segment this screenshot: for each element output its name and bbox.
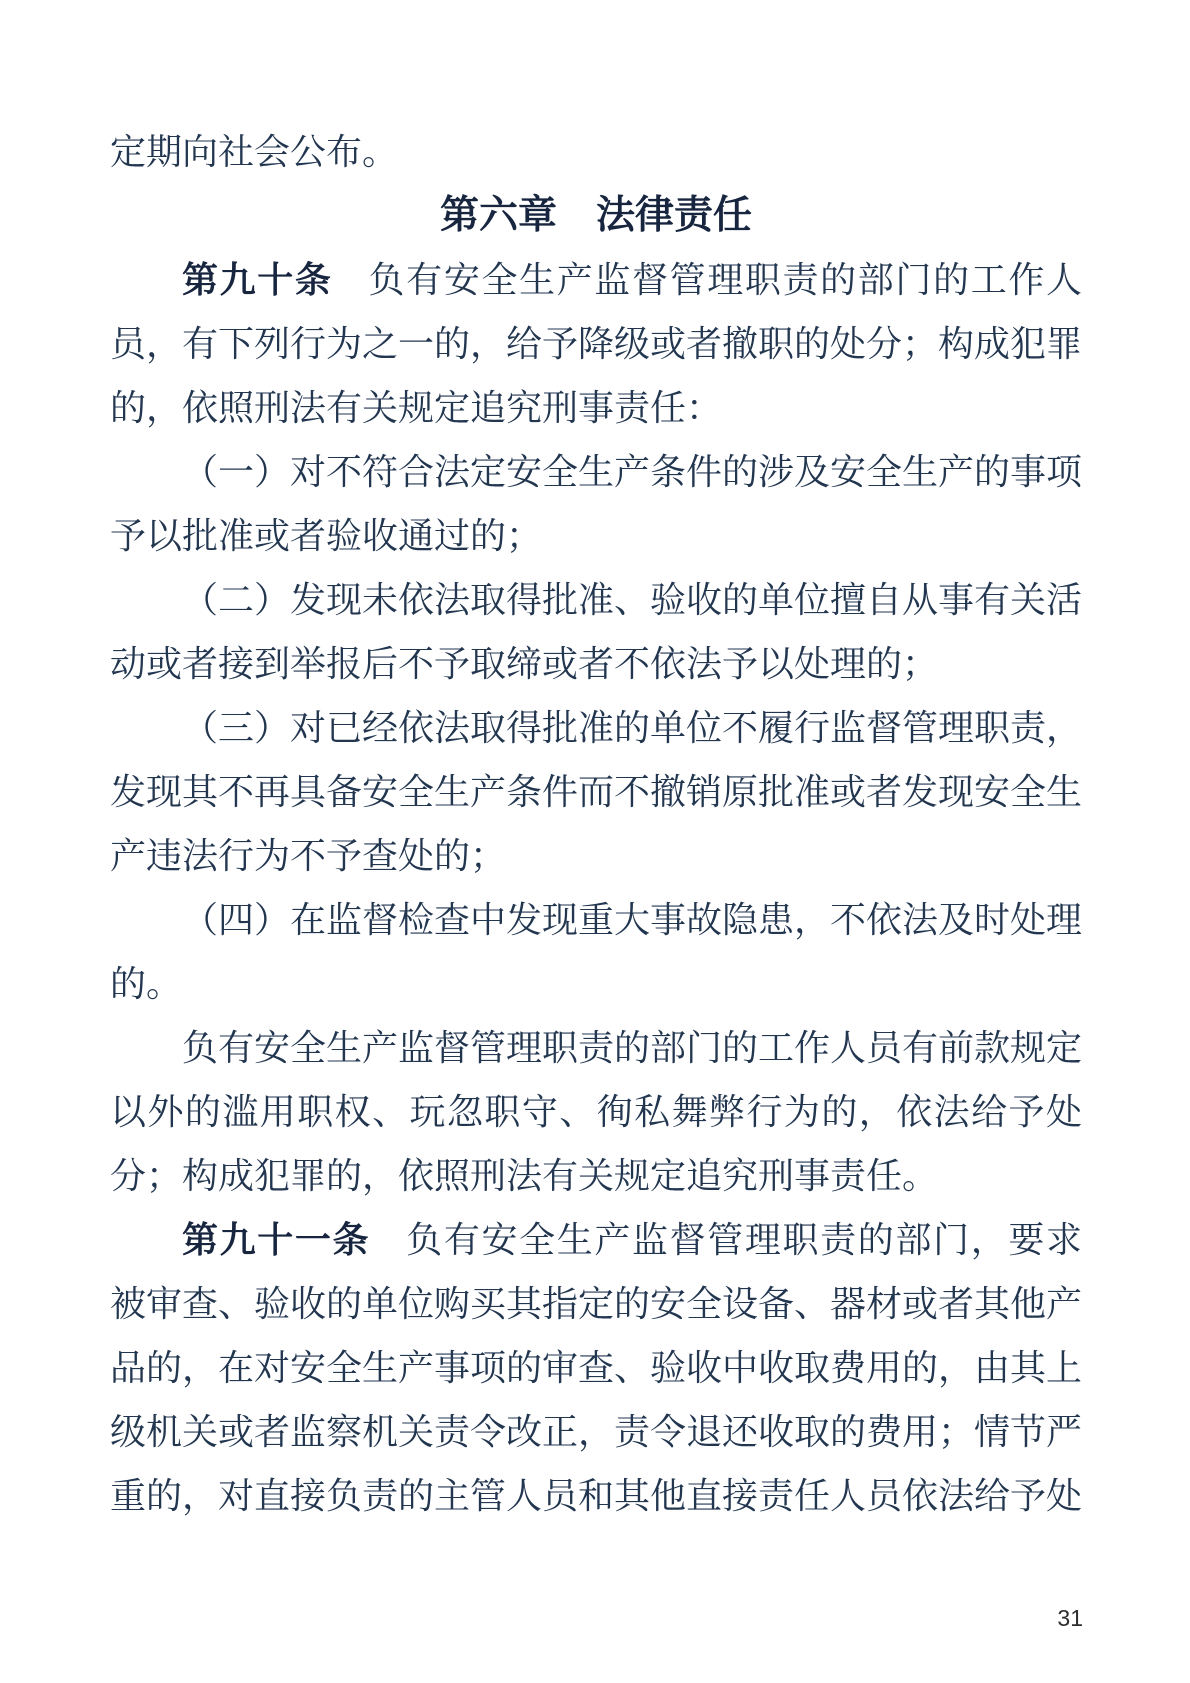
page-body	[110, 120, 1082, 1528]
article-90-number: 第九十条	[182, 259, 333, 300]
article-91-number: 第九十一条	[182, 1219, 371, 1260]
article-91	[110, 1208, 1082, 1528]
page-number: 31	[1057, 1605, 1083, 1631]
article-90-item-3: （三）对已经依法取得批准的单位不履行监督管理职责，发现其不再具备安全生产条件而不撤销原批准或者发现安全生产违法行为不予查处的；	[110, 708, 1083, 876]
article-90-second-paragraph: 负有安全生产监督管理职责的部门的工作人员有前款规定以外的滥用职权、玩忽职守、徇私舞弊行为的，依法给予处分；构成犯罪的，依照刑法有关规定追究刑事责任。	[110, 1028, 1083, 1196]
article-90-intro	[110, 248, 1082, 440]
article-91-text: 负有安全生产监督管理职责的部门，要求被审查、验收的单位购买其指定的安全设备、器材或者其他产品的，在对安全生产事项的审查、验收中收取费用的，由其上级机关或者监察机关责令改正，责令退还收取的费用；情节严重的，对直接负责的主管人员和其他直接责任人员依法给予处	[110, 1220, 1083, 1516]
article-90-item-4: （四）在监督检查中发现重大事故隐患，不依法及时处理的。	[110, 900, 1083, 1004]
chapter-heading: 第六章 法律责任	[439, 194, 752, 237]
article-90-item-1: （一）对不符合法定安全生产条件的涉及安全生产的事项予以批准或者验收通过的；	[110, 452, 1083, 556]
article-90-item-2: （二）发现未依法取得批准、验收的单位擅自从事有关活动或者接到举报后不予取缔或者不依法予以处理的；	[110, 580, 1083, 684]
paragraph-continuation: 定期向社会公布。	[110, 132, 399, 172]
article-90-intro-text: 负有安全生产监督管理职责的部门的工作人员，有下列行为之一的，给予降级或者撤职的处分；构成犯罪的，依照刑法有关规定追究刑事责任：	[110, 260, 1083, 428]
